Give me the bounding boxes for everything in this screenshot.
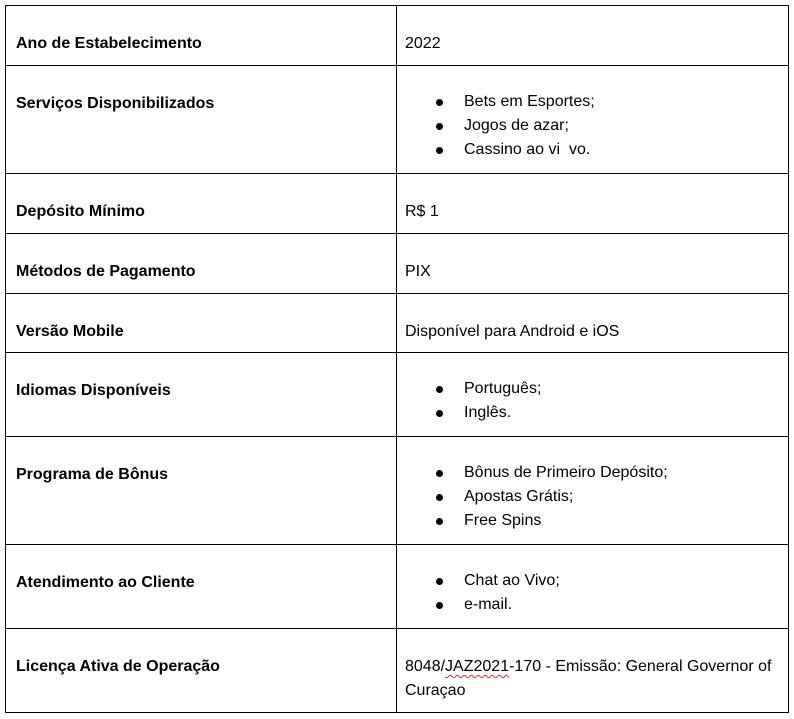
info-table — [5, 5, 789, 713]
row-label: Serviços Disponibilizados — [6, 66, 397, 174]
row-value: R$ 1 — [397, 174, 789, 234]
bullet-icon — [436, 470, 443, 477]
license-prefix: 8048/ — [405, 658, 446, 675]
list-item — [405, 138, 778, 162]
row-label: Versão Mobile — [6, 294, 397, 353]
license-suffix: -170 - Emissão: General Governor of Curaçao — [405, 658, 772, 699]
list-item-text: Bets em Esportes; — [464, 93, 595, 110]
list-item — [405, 114, 778, 138]
list-item-text: Cassino ao vi vo. — [464, 141, 591, 158]
row-value — [397, 437, 789, 545]
row-value — [397, 629, 789, 713]
row-value — [397, 66, 789, 174]
row-label: Licença Ativa de Operação — [6, 629, 397, 713]
table-row — [6, 545, 789, 629]
list-item-text: Free Spins — [464, 512, 542, 529]
bullet-list — [405, 569, 778, 617]
row-label: Métodos de Pagamento — [6, 234, 397, 294]
row-label: Programa de Bônus — [6, 437, 397, 545]
row-value — [397, 545, 789, 629]
list-item — [405, 509, 778, 533]
list-item-text: Inglês. — [464, 404, 512, 421]
list-item-text: e-mail. — [464, 596, 513, 613]
list-item-text: Jogos de azar; — [464, 117, 569, 134]
row-value — [397, 353, 789, 437]
table-row — [6, 234, 789, 294]
spellcheck-flagged-text: JAZ2021 — [445, 658, 510, 675]
row-label: Idiomas Disponíveis — [6, 353, 397, 437]
bullet-list — [405, 90, 778, 162]
bullet-icon — [436, 602, 443, 609]
list-item-text: Bônus de Primeiro Depósito; — [464, 464, 668, 481]
table-row — [6, 6, 789, 66]
table-row — [6, 174, 789, 234]
bullet-icon — [436, 578, 443, 585]
table-row — [6, 437, 789, 545]
bullet-list — [405, 461, 778, 533]
table-row — [6, 629, 789, 713]
bullet-icon — [436, 518, 443, 525]
table-row — [6, 66, 789, 174]
bullet-icon — [436, 386, 443, 393]
row-value: 2022 — [397, 6, 789, 66]
list-item-text: Apostas Grátis; — [464, 488, 574, 505]
list-item-text: Português; — [464, 380, 542, 397]
row-label: Ano de Estabelecimento — [6, 6, 397, 66]
list-item-text: Chat ao Vivo; — [464, 572, 560, 589]
bullet-icon — [436, 99, 443, 106]
table-row — [6, 294, 789, 353]
list-item — [405, 461, 778, 485]
list-item — [405, 593, 778, 617]
bullet-icon — [436, 494, 443, 501]
row-label: Depósito Mínimo — [6, 174, 397, 234]
row-value: PIX — [397, 234, 789, 294]
bullet-icon — [436, 147, 443, 154]
bullet-icon — [436, 123, 443, 130]
row-label: Atendimento ao Cliente — [6, 545, 397, 629]
list-item — [405, 569, 778, 593]
table-row — [6, 353, 789, 437]
list-item — [405, 90, 778, 114]
row-value: Disponível para Android e iOS — [397, 294, 789, 353]
bullet-list — [405, 377, 778, 425]
list-item — [405, 377, 778, 401]
list-item — [405, 485, 778, 509]
bullet-icon — [436, 410, 443, 417]
list-item — [405, 401, 778, 425]
